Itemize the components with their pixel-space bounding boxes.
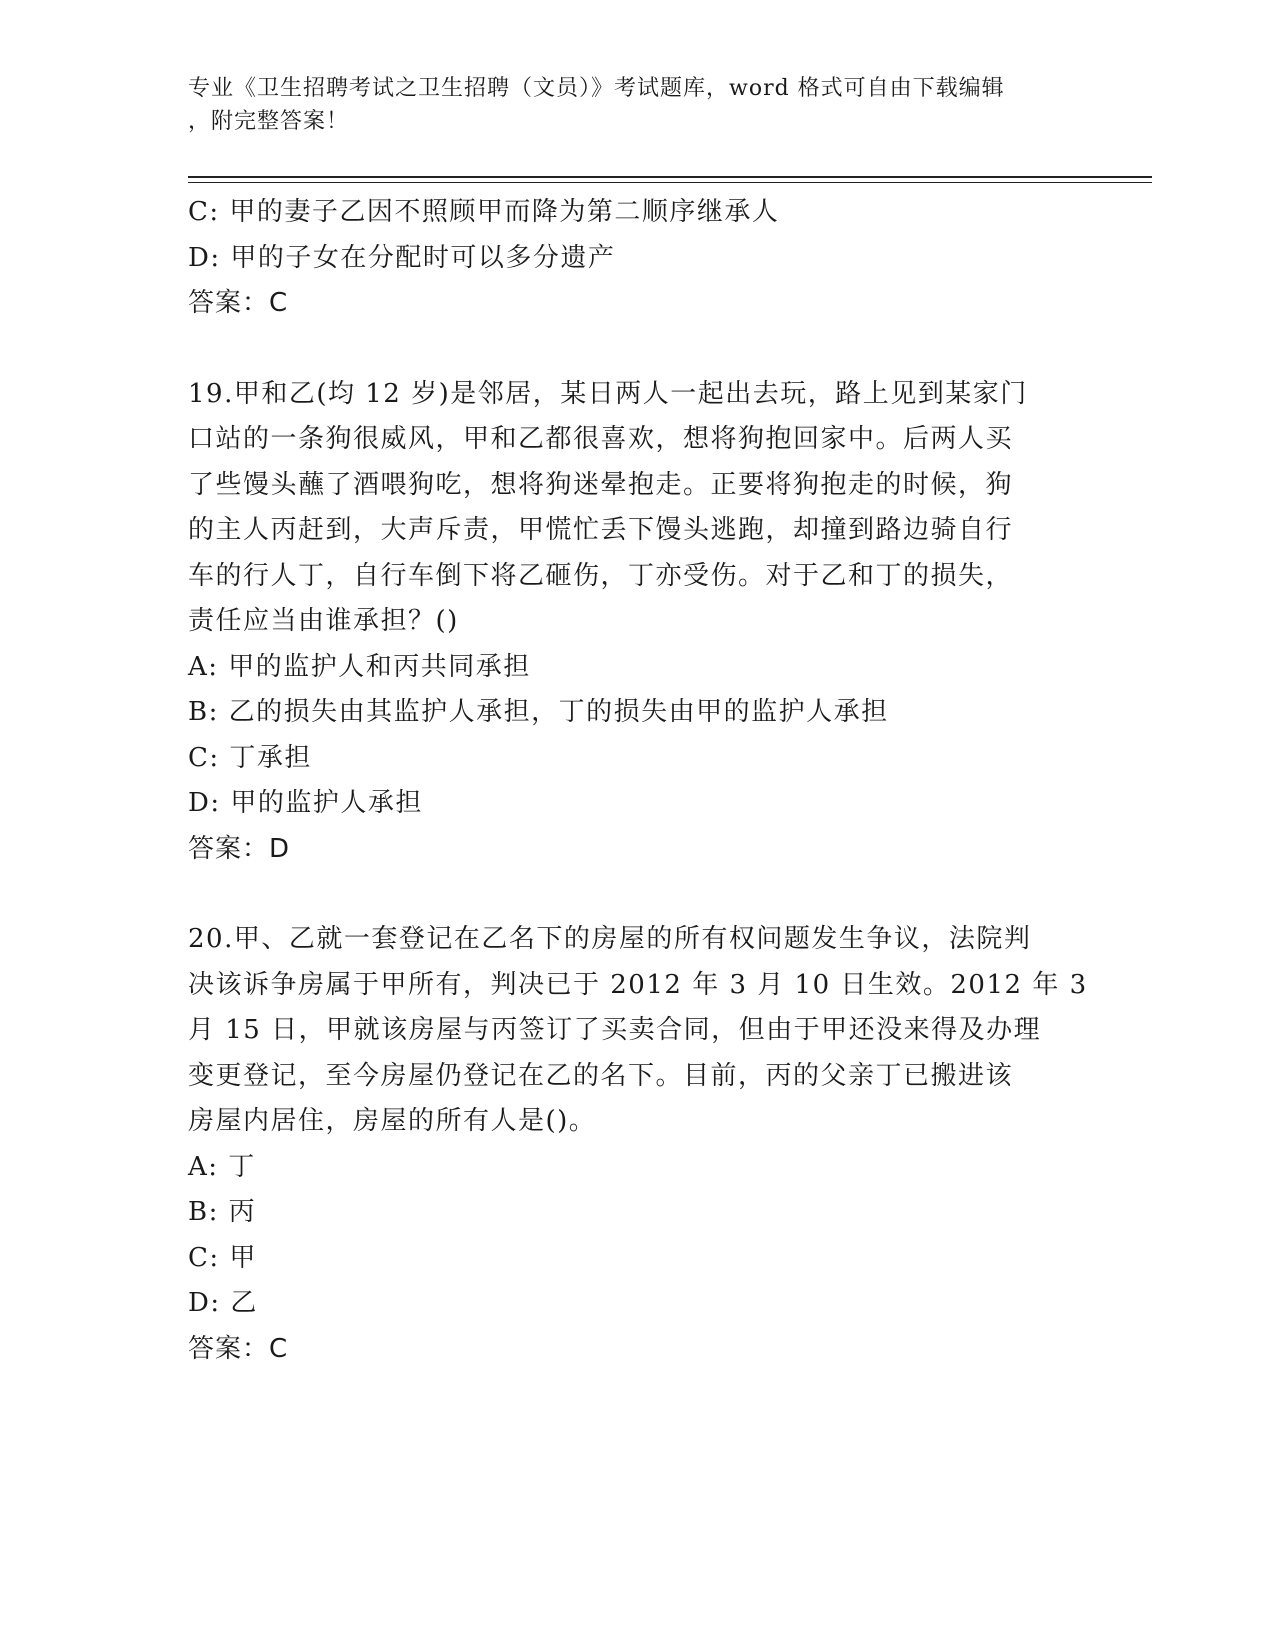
option-a: A: 丁: [188, 1151, 256, 1182]
document-header: [188, 72, 1068, 138]
answer: 答案：D: [188, 833, 291, 864]
option-d: D: 甲的监护人承担: [188, 788, 423, 818]
question-stem-line: 口站的一条狗很威风，甲和乙都很喜欢，想将狗抱回家中。后两人买: [188, 424, 1014, 454]
question-stem-line: 的主人丙赶到，大声斥责，甲慌忙丢下馒头逃跑，却撞到路边骑自行: [188, 515, 1014, 545]
header-line-2: ，附完整答案！: [188, 109, 350, 134]
question-stem-line: 房屋内居住，房屋的所有人是()。: [188, 1106, 597, 1136]
header-divider-thin: [188, 182, 1152, 183]
option-d: D: 甲的子女在分配时可以多分遗产: [188, 242, 616, 273]
question-stem-line: 车的行人丁，自行车倒下将乙砸伤，丁亦受伤。对于乙和丁的损失，: [188, 560, 1014, 591]
header-divider-thick: [188, 176, 1152, 178]
option-b: B: 乙的损失由其监护人承担，丁的损失由甲的监护人承担: [188, 697, 889, 727]
answer: 答案：C: [188, 1333, 289, 1364]
previous-question: [188, 190, 1088, 327]
question-20: [188, 917, 1088, 1372]
question-stem-line: 决该诉争房属于甲所有，判决已于 2012 年 3 月 10 日生效。2012 年 3: [188, 969, 1088, 1000]
question-stem-line: 变更登记，至今房屋仍登记在乙的名下。目前，丙的父亲丁已搬进该: [188, 1060, 1014, 1091]
answer: 答案：C: [188, 288, 289, 318]
question-stem-line: 20.甲、乙就一套登记在乙名下的房屋的所有权问题发生争议，法院判: [188, 924, 1032, 954]
option-d: D: 乙: [188, 1288, 258, 1318]
option-c: C: 甲: [188, 1242, 257, 1273]
question-stem-line: 月 15 日，甲就该房屋与丙签订了买卖合同，但由于甲还没来得及办理: [188, 1015, 1042, 1045]
document-body: [188, 190, 1088, 1372]
header-line-1: 专业《卫生招聘考试之卫生招聘（文员）》考试题库，word 格式可自由下载编辑: [188, 76, 1005, 101]
option-c: C: 丁承担: [188, 742, 312, 773]
option-a: A: 甲的监护人和丙共同承担: [188, 651, 531, 682]
question-stem-line: 责任应当由谁承担？(): [188, 606, 459, 636]
question-stem-line: 了些馒头蘸了酒喂狗吃，想将狗迷晕抱走。正要将狗抱走的时候，狗: [188, 469, 1014, 500]
option-c: C: 甲的妻子乙因不照顾甲而降为第二顺序继承人: [188, 197, 780, 227]
question-19: [188, 372, 1088, 873]
question-stem-line: 19.甲和乙(均 12 岁)是邻居，某日两人一起出去玩，路上见到某家门: [188, 378, 1028, 409]
option-b: B: 丙: [188, 1197, 257, 1227]
